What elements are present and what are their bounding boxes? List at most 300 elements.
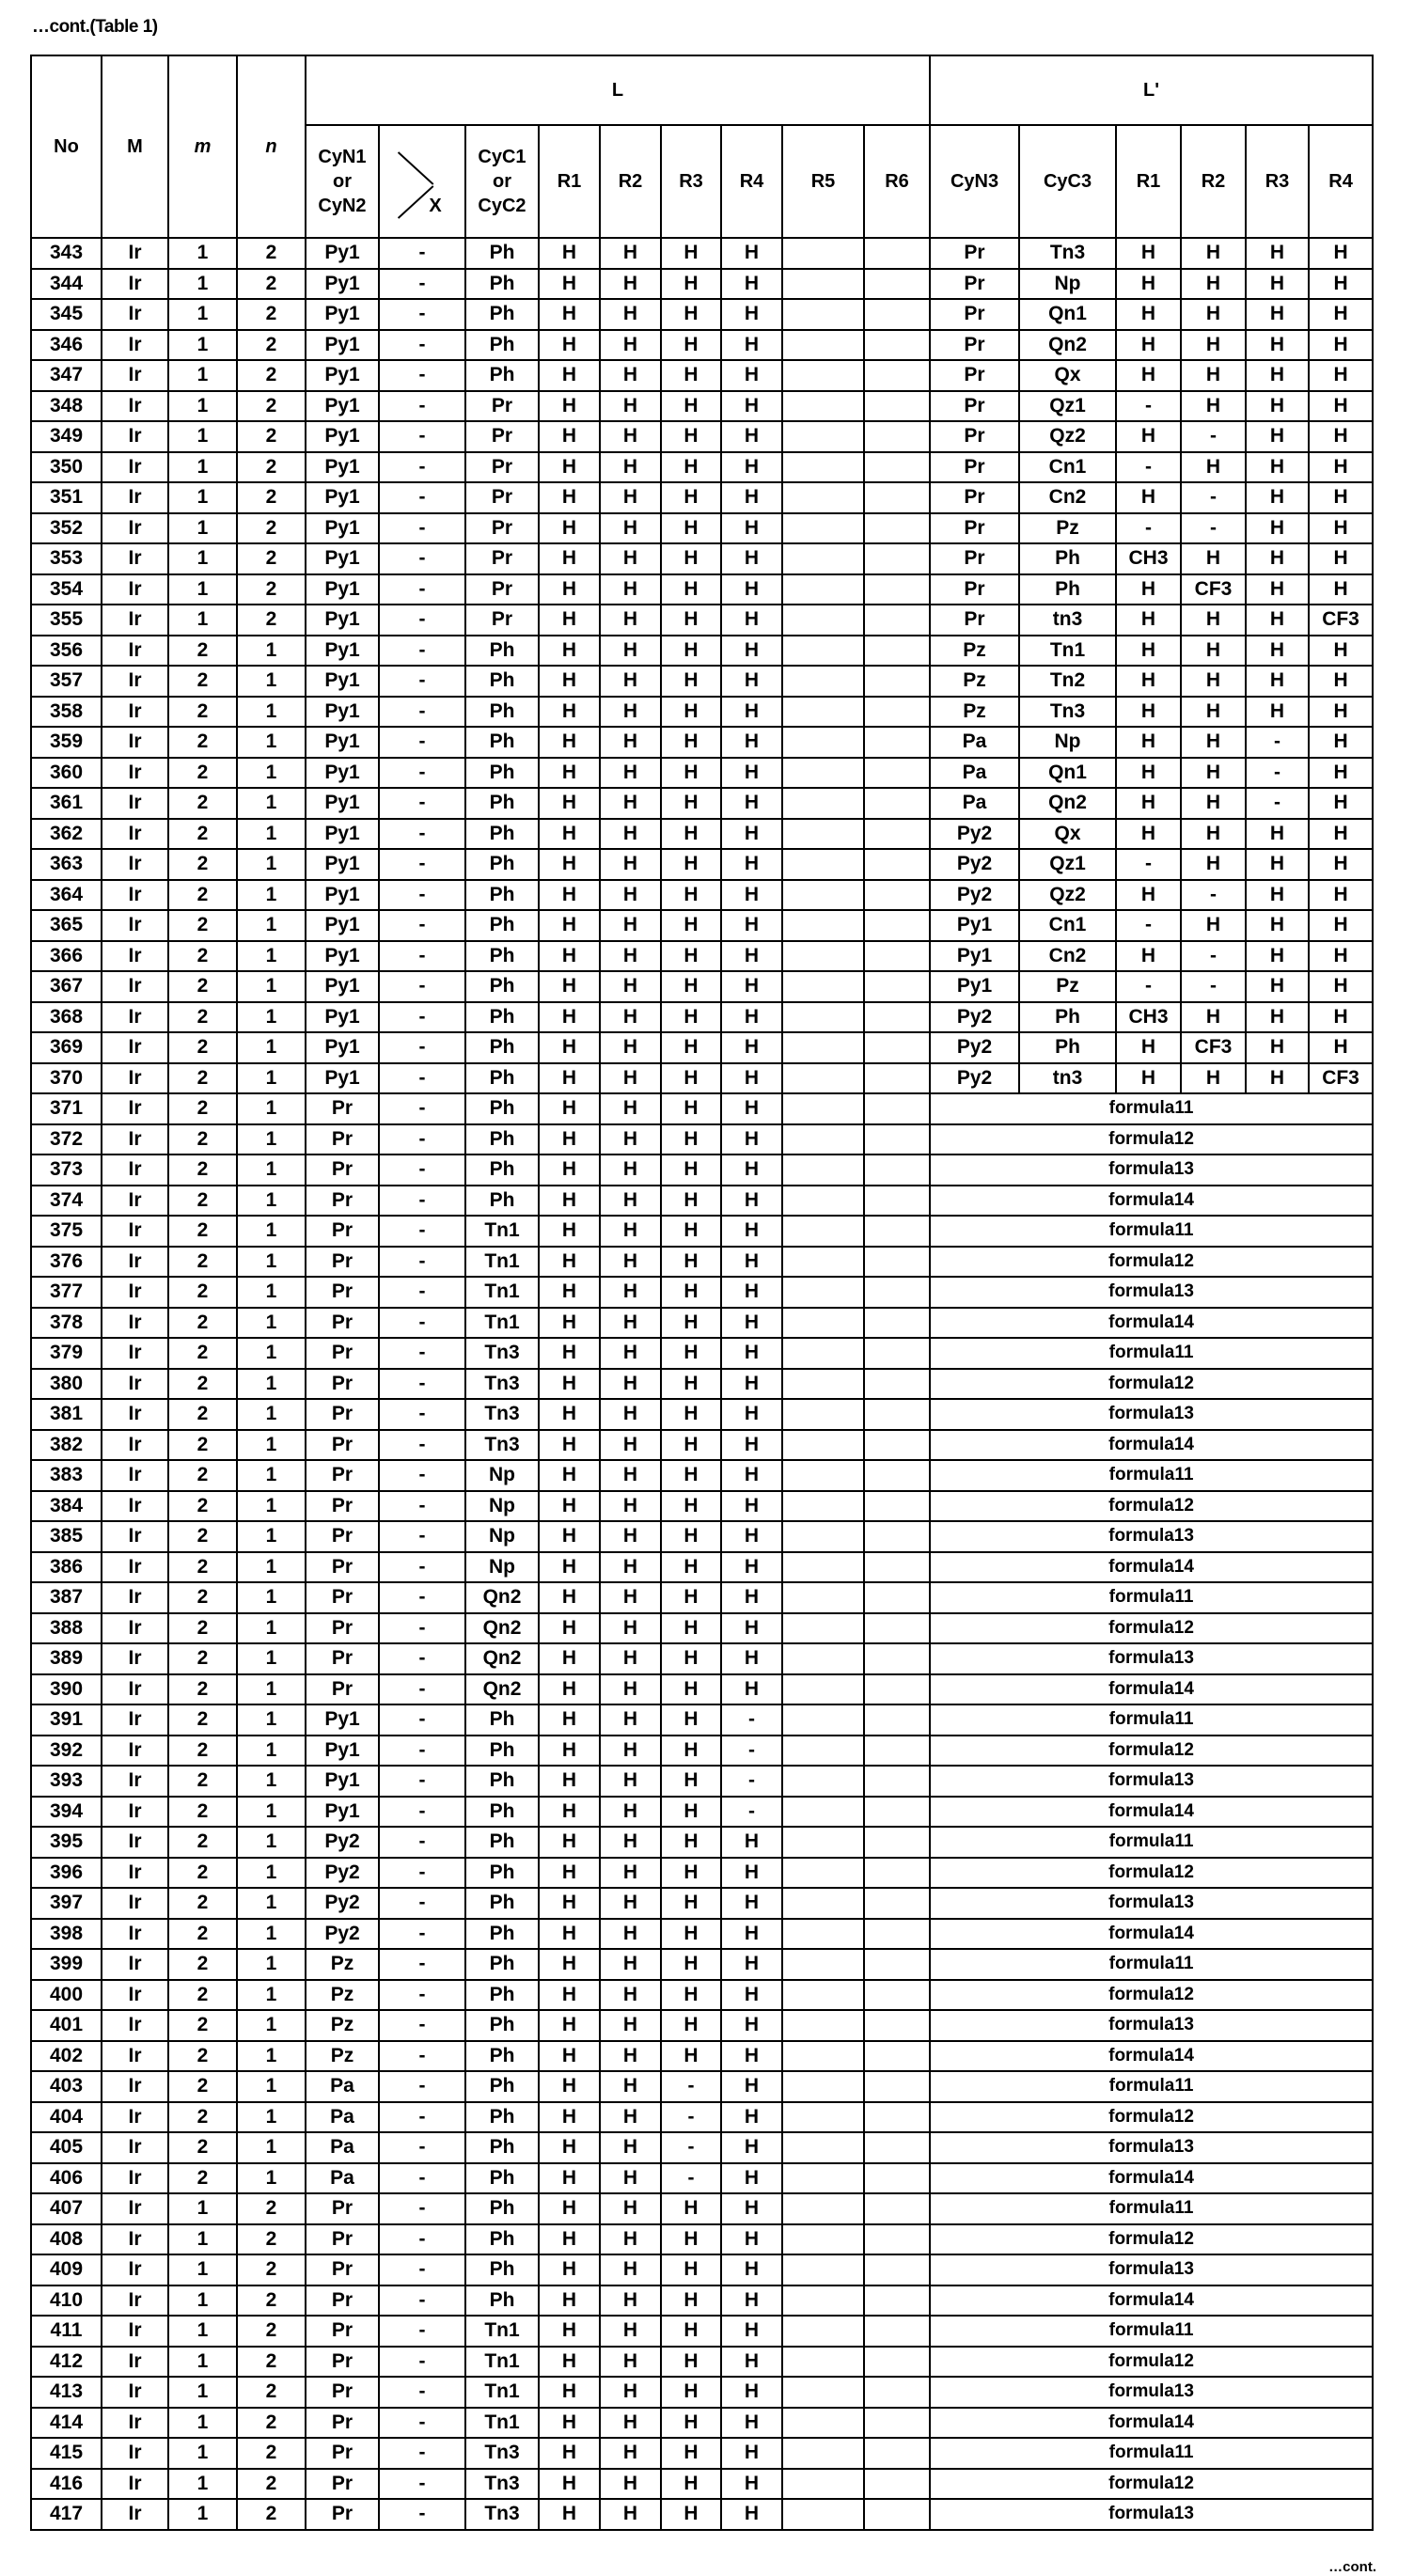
- cell-r4: H: [721, 1888, 782, 1919]
- cell-m: 2: [168, 1216, 237, 1247]
- cell-lp-formula: formula14: [930, 1919, 1373, 1950]
- cell-r6: [864, 1124, 930, 1155]
- cell-n: 1: [237, 727, 306, 758]
- cell-r3: H: [661, 1582, 721, 1613]
- cell-metal: Ir: [102, 1980, 168, 2011]
- cell-m: 1: [168, 2224, 237, 2255]
- cell-r1: H: [539, 758, 600, 789]
- cell-lp-formula: formula13: [930, 2254, 1373, 2285]
- cell-r1: H: [539, 513, 600, 544]
- cell-lp-r3: H: [1246, 849, 1309, 880]
- cell-cyc: Np: [465, 1491, 539, 1522]
- cell-r1: H: [539, 543, 600, 574]
- cell-r4: -: [721, 1797, 782, 1828]
- cell-r4: H: [721, 2132, 782, 2163]
- table-row: [31, 758, 1373, 789]
- cell-r4: H: [721, 1521, 782, 1552]
- cell-cyc: Ph: [465, 2102, 539, 2133]
- cell-r4: H: [721, 605, 782, 636]
- cell-r2: H: [600, 880, 661, 911]
- cell-x: -: [379, 1277, 465, 1308]
- cell-no: 358: [31, 697, 102, 728]
- cell-r1: H: [539, 299, 600, 330]
- cell-n: 1: [237, 1124, 306, 1155]
- cell-r1: H: [539, 269, 600, 300]
- cell-lp-r3: H: [1246, 941, 1309, 972]
- cell-m: 1: [168, 543, 237, 574]
- cell-r4: H: [721, 666, 782, 697]
- cell-lp-r4: H: [1309, 421, 1373, 452]
- cell-cyc: Qn2: [465, 1643, 539, 1674]
- cell-lp-formula: formula11: [930, 1949, 1373, 1980]
- cell-cyn: Py1: [306, 299, 379, 330]
- cell-m: 2: [168, 1002, 237, 1033]
- cell-r2: H: [600, 819, 661, 850]
- cell-r3: H: [661, 697, 721, 728]
- cell-r5: [782, 1002, 864, 1033]
- table-row: [31, 2254, 1373, 2285]
- cell-r2: H: [600, 543, 661, 574]
- cell-cyc: Ph: [465, 2224, 539, 2255]
- cell-lp-formula: formula11: [930, 1582, 1373, 1613]
- cell-lp-r2: H: [1181, 697, 1246, 728]
- cell-m: 2: [168, 2163, 237, 2194]
- cell-cyc: Ph: [465, 636, 539, 667]
- cell-no: 384: [31, 1491, 102, 1522]
- header-L-r5: R5: [782, 125, 864, 238]
- cell-r4: H: [721, 1980, 782, 2011]
- cell-r3: -: [661, 2132, 721, 2163]
- cell-r4: H: [721, 2224, 782, 2255]
- cell-cyn: Py1: [306, 452, 379, 483]
- cell-r6: [864, 819, 930, 850]
- cell-cyn3: Pa: [930, 758, 1019, 789]
- cell-r2: H: [600, 1491, 661, 1522]
- cell-x: -: [379, 299, 465, 330]
- cell-r1: H: [539, 2408, 600, 2439]
- cell-x: -: [379, 1704, 465, 1736]
- cell-cyn: Pr: [306, 1613, 379, 1644]
- cell-r2: H: [600, 2499, 661, 2530]
- cell-r3: H: [661, 849, 721, 880]
- cell-x: -: [379, 1613, 465, 1644]
- cell-r3: H: [661, 2285, 721, 2317]
- cell-r3: H: [661, 269, 721, 300]
- cell-cyc: Ph: [465, 1888, 539, 1919]
- cell-no: 401: [31, 2010, 102, 2041]
- cell-r4: H: [721, 1552, 782, 1583]
- cell-r4: H: [721, 1063, 782, 1094]
- cell-r4: H: [721, 543, 782, 574]
- cell-r4: H: [721, 2010, 782, 2041]
- cell-r4: H: [721, 2469, 782, 2500]
- cell-r6: [864, 482, 930, 513]
- cell-r4: H: [721, 849, 782, 880]
- cell-r6: [864, 2163, 930, 2194]
- cell-r1: H: [539, 1002, 600, 1033]
- cell-lp-r1: H: [1116, 666, 1181, 697]
- table-row: [31, 971, 1373, 1002]
- cell-r5: [782, 1888, 864, 1919]
- cell-x: -: [379, 2408, 465, 2439]
- cell-r1: H: [539, 1247, 600, 1278]
- cell-m: 1: [168, 330, 237, 361]
- cell-cyn: Py1: [306, 1704, 379, 1736]
- cell-metal: Ir: [102, 1613, 168, 1644]
- cell-r6: [864, 1032, 930, 1063]
- cell-m: 2: [168, 666, 237, 697]
- cell-r2: H: [600, 941, 661, 972]
- cell-cyn3: Pz: [930, 697, 1019, 728]
- cell-r2: H: [600, 2316, 661, 2347]
- table-row: [31, 697, 1373, 728]
- cell-r4: H: [721, 788, 782, 819]
- cell-r1: H: [539, 2499, 600, 2530]
- cell-m: 2: [168, 1797, 237, 1828]
- cell-cyc3: Qn1: [1019, 758, 1116, 789]
- cell-n: 1: [237, 1582, 306, 1613]
- cell-r1: H: [539, 1949, 600, 1980]
- cell-r1: H: [539, 574, 600, 605]
- cell-cyn: Py1: [306, 513, 379, 544]
- cell-r5: [782, 2132, 864, 2163]
- cell-lp-r3: H: [1246, 636, 1309, 667]
- table-row: [31, 1797, 1373, 1828]
- cell-x: -: [379, 1399, 465, 1430]
- continued-note: …cont.: [1328, 2559, 1376, 2575]
- cell-metal: Ir: [102, 1063, 168, 1094]
- cell-r4: H: [721, 1154, 782, 1186]
- cell-x: -: [379, 666, 465, 697]
- cell-lp-r4: H: [1309, 971, 1373, 1002]
- cell-lp-r3: H: [1246, 482, 1309, 513]
- cell-r2: H: [600, 1613, 661, 1644]
- cell-lp-r1: H: [1116, 758, 1181, 789]
- cell-no: 365: [31, 910, 102, 941]
- cell-lp-r1: H: [1116, 788, 1181, 819]
- cell-r3: -: [661, 2102, 721, 2133]
- cell-no: 348: [31, 391, 102, 422]
- cell-r6: [864, 1460, 930, 1491]
- cell-r3: H: [661, 1704, 721, 1736]
- cell-r2: H: [600, 1949, 661, 1980]
- cell-r3: H: [661, 1949, 721, 1980]
- cell-cyc: Ph: [465, 1032, 539, 1063]
- cell-r2: H: [600, 2254, 661, 2285]
- cell-r6: [864, 605, 930, 636]
- cell-metal: Ir: [102, 2163, 168, 2194]
- cell-r6: [864, 727, 930, 758]
- cell-x: -: [379, 2438, 465, 2469]
- cell-r6: [864, 2408, 930, 2439]
- cell-r6: [864, 391, 930, 422]
- cell-metal: Ir: [102, 1277, 168, 1308]
- cell-cyn: Pr: [306, 1430, 379, 1461]
- cell-n: 1: [237, 1521, 306, 1552]
- cell-r6: [864, 421, 930, 452]
- cell-r4: H: [721, 941, 782, 972]
- cell-metal: Ir: [102, 697, 168, 728]
- cell-lp-formula: formula12: [930, 2102, 1373, 2133]
- cell-r2: H: [600, 1643, 661, 1674]
- cell-metal: Ir: [102, 1582, 168, 1613]
- cell-r3: H: [661, 543, 721, 574]
- cell-lp-formula: formula14: [930, 1552, 1373, 1583]
- cell-lp-r4: H: [1309, 1032, 1373, 1063]
- cell-r4: H: [721, 2254, 782, 2285]
- cell-r2: H: [600, 1216, 661, 1247]
- cell-lp-r2: H: [1181, 758, 1246, 789]
- cell-r6: [864, 2316, 930, 2347]
- cell-r2: H: [600, 1858, 661, 1889]
- cell-r1: H: [539, 1736, 600, 1767]
- cell-r2: H: [600, 1277, 661, 1308]
- cell-cyc: Ph: [465, 1766, 539, 1797]
- cell-r5: [782, 391, 864, 422]
- table-row: [31, 2071, 1373, 2102]
- cell-r1: H: [539, 1491, 600, 1522]
- cell-no: 394: [31, 1797, 102, 1828]
- cell-no: 377: [31, 1277, 102, 1308]
- table-row: [31, 727, 1373, 758]
- cell-r2: H: [600, 1338, 661, 1369]
- cell-lp-formula: formula12: [930, 1491, 1373, 1522]
- cell-metal: Ir: [102, 360, 168, 391]
- table-row: [31, 1582, 1373, 1613]
- cell-lp-formula: formula12: [930, 1736, 1373, 1767]
- cell-r2: H: [600, 1399, 661, 1430]
- cell-r2: H: [600, 2347, 661, 2378]
- cell-x: -: [379, 1369, 465, 1400]
- cell-r3: H: [661, 971, 721, 1002]
- cell-r3: H: [661, 1643, 721, 1674]
- cell-r6: [864, 697, 930, 728]
- cell-r6: [864, 330, 930, 361]
- cell-r1: H: [539, 1797, 600, 1828]
- cell-r2: H: [600, 1980, 661, 2011]
- cell-r5: [782, 1093, 864, 1124]
- cell-r4: H: [721, 819, 782, 850]
- cell-cyc3: Qn2: [1019, 330, 1116, 361]
- cell-r1: H: [539, 1827, 600, 1858]
- cell-lp-formula: formula12: [930, 2224, 1373, 2255]
- cell-cyc: Ph: [465, 2041, 539, 2072]
- cell-r6: [864, 758, 930, 789]
- cell-no: 369: [31, 1032, 102, 1063]
- cell-r2: H: [600, 513, 661, 544]
- cell-metal: Ir: [102, 1827, 168, 1858]
- cell-r2: H: [600, 1430, 661, 1461]
- cell-r3: H: [661, 421, 721, 452]
- cell-n: 2: [237, 238, 306, 269]
- cell-x: -: [379, 1552, 465, 1583]
- cell-r6: [864, 2254, 930, 2285]
- cell-r2: H: [600, 1919, 661, 1950]
- cell-r3: -: [661, 2071, 721, 2102]
- cell-cyn: Pz: [306, 2010, 379, 2041]
- cell-cyc: Tn3: [465, 2469, 539, 2500]
- cell-cyn: Py1: [306, 605, 379, 636]
- header-ligand-L: L: [306, 55, 930, 125]
- cell-lp-formula: formula11: [930, 1093, 1373, 1124]
- cell-x: -: [379, 605, 465, 636]
- table-row: [31, 1613, 1373, 1644]
- cell-n: 1: [237, 1399, 306, 1430]
- cell-x: -: [379, 2193, 465, 2224]
- cell-n: 1: [237, 1980, 306, 2011]
- cell-m: 2: [168, 1063, 237, 1094]
- table-row: [31, 1704, 1373, 1736]
- cell-m: 1: [168, 2254, 237, 2285]
- cell-r1: H: [539, 636, 600, 667]
- table-row: [31, 2132, 1373, 2163]
- cell-r5: [782, 849, 864, 880]
- cell-metal: Ir: [102, 727, 168, 758]
- cell-m: 2: [168, 1643, 237, 1674]
- cell-r1: H: [539, 1552, 600, 1583]
- cell-cyn: Pa: [306, 2132, 379, 2163]
- cell-r1: H: [539, 605, 600, 636]
- cell-metal: Ir: [102, 2254, 168, 2285]
- cell-cyn3: Pz: [930, 636, 1019, 667]
- cell-r6: [864, 2469, 930, 2500]
- table-body: [31, 238, 1373, 2530]
- cell-cyc: Ph: [465, 299, 539, 330]
- cell-r5: [782, 2102, 864, 2133]
- cell-x: -: [379, 2132, 465, 2163]
- cell-r5: [782, 2316, 864, 2347]
- cell-metal: Ir: [102, 1888, 168, 1919]
- cell-no: 344: [31, 269, 102, 300]
- table-row: [31, 1186, 1373, 1217]
- cell-r4: H: [721, 2408, 782, 2439]
- cell-lp-r2: H: [1181, 819, 1246, 850]
- cell-lp-r3: H: [1246, 1032, 1309, 1063]
- cell-cyn3: Pz: [930, 666, 1019, 697]
- cell-no: 386: [31, 1552, 102, 1583]
- table-row: [31, 2102, 1373, 2133]
- cell-cyc: Ph: [465, 1186, 539, 1217]
- cell-r6: [864, 1154, 930, 1186]
- cell-r4: H: [721, 1338, 782, 1369]
- cell-cyc: Ph: [465, 1002, 539, 1033]
- cell-cyn: Pr: [306, 2499, 379, 2530]
- cell-cyn: Py1: [306, 421, 379, 452]
- cell-m: 2: [168, 910, 237, 941]
- cell-cyn3: Py2: [930, 849, 1019, 880]
- cell-m: 2: [168, 1827, 237, 1858]
- cell-m: 2: [168, 2041, 237, 2072]
- cell-cyn: Py1: [306, 269, 379, 300]
- cell-lp-r4: H: [1309, 727, 1373, 758]
- cell-lp-formula: formula13: [930, 2377, 1373, 2408]
- cell-no: 357: [31, 666, 102, 697]
- cell-x: -: [379, 1949, 465, 1980]
- cell-no: 383: [31, 1460, 102, 1491]
- cell-x: -: [379, 360, 465, 391]
- cell-r5: [782, 1858, 864, 1889]
- cell-x: -: [379, 1674, 465, 1705]
- table-row: [31, 1491, 1373, 1522]
- cell-cyn: Pr: [306, 1460, 379, 1491]
- cell-r5: [782, 1582, 864, 1613]
- cell-r5: [782, 1919, 864, 1950]
- cell-lp-formula: formula13: [930, 2499, 1373, 2530]
- cell-m: 1: [168, 2438, 237, 2469]
- cell-x: -: [379, 1032, 465, 1063]
- table-row: [31, 941, 1373, 972]
- table-row: [31, 299, 1373, 330]
- cell-r1: H: [539, 1460, 600, 1491]
- cell-n: 1: [237, 1919, 306, 1950]
- cell-r3: H: [661, 1308, 721, 1339]
- cell-no: 346: [31, 330, 102, 361]
- cell-cyc3: Qz2: [1019, 880, 1116, 911]
- cell-m: 1: [168, 2285, 237, 2317]
- cell-cyn: Py1: [306, 1002, 379, 1033]
- cell-r6: [864, 1308, 930, 1339]
- cell-lp-r3: H: [1246, 330, 1309, 361]
- cell-r2: H: [600, 1827, 661, 1858]
- cell-r3: H: [661, 1002, 721, 1033]
- cell-n: 1: [237, 2102, 306, 2133]
- table-row: [31, 2316, 1373, 2347]
- cell-metal: Ir: [102, 910, 168, 941]
- cell-x: -: [379, 2254, 465, 2285]
- cell-r4: H: [721, 238, 782, 269]
- table-row: [31, 666, 1373, 697]
- cell-r4: H: [721, 2377, 782, 2408]
- cell-m: 1: [168, 269, 237, 300]
- cell-r3: H: [661, 330, 721, 361]
- cell-n: 1: [237, 636, 306, 667]
- cell-r2: H: [600, 1247, 661, 1278]
- table-row: [31, 421, 1373, 452]
- cell-cyc3: Qz1: [1019, 391, 1116, 422]
- cell-r3: H: [661, 1399, 721, 1430]
- cell-no: 354: [31, 574, 102, 605]
- cell-m: 1: [168, 299, 237, 330]
- cell-cyc3: Ph: [1019, 543, 1116, 574]
- cell-n: 1: [237, 1093, 306, 1124]
- cell-n: 1: [237, 1247, 306, 1278]
- cell-r1: H: [539, 2224, 600, 2255]
- cell-lp-formula: formula14: [930, 1674, 1373, 1705]
- cell-r6: [864, 238, 930, 269]
- cell-metal: Ir: [102, 2132, 168, 2163]
- cell-n: 1: [237, 1430, 306, 1461]
- cell-r6: [864, 1704, 930, 1736]
- table-row: [31, 1919, 1373, 1950]
- cell-r3: H: [661, 1797, 721, 1828]
- cell-cyn3: Py2: [930, 1002, 1019, 1033]
- cell-r2: H: [600, 971, 661, 1002]
- cell-metal: Ir: [102, 269, 168, 300]
- cell-r3: H: [661, 2408, 721, 2439]
- header-L-r1: R1: [539, 125, 600, 238]
- cell-lp-r2: H: [1181, 849, 1246, 880]
- cell-cyn: Py2: [306, 1919, 379, 1950]
- cell-r2: H: [600, 1552, 661, 1583]
- cell-metal: Ir: [102, 2071, 168, 2102]
- cell-cyc: Pr: [465, 391, 539, 422]
- cell-r6: [864, 2499, 930, 2530]
- cell-lp-formula: formula13: [930, 1643, 1373, 1674]
- table-row: [31, 1521, 1373, 1552]
- cell-r6: [864, 666, 930, 697]
- table-row: [31, 1002, 1373, 1033]
- table-row: [31, 360, 1373, 391]
